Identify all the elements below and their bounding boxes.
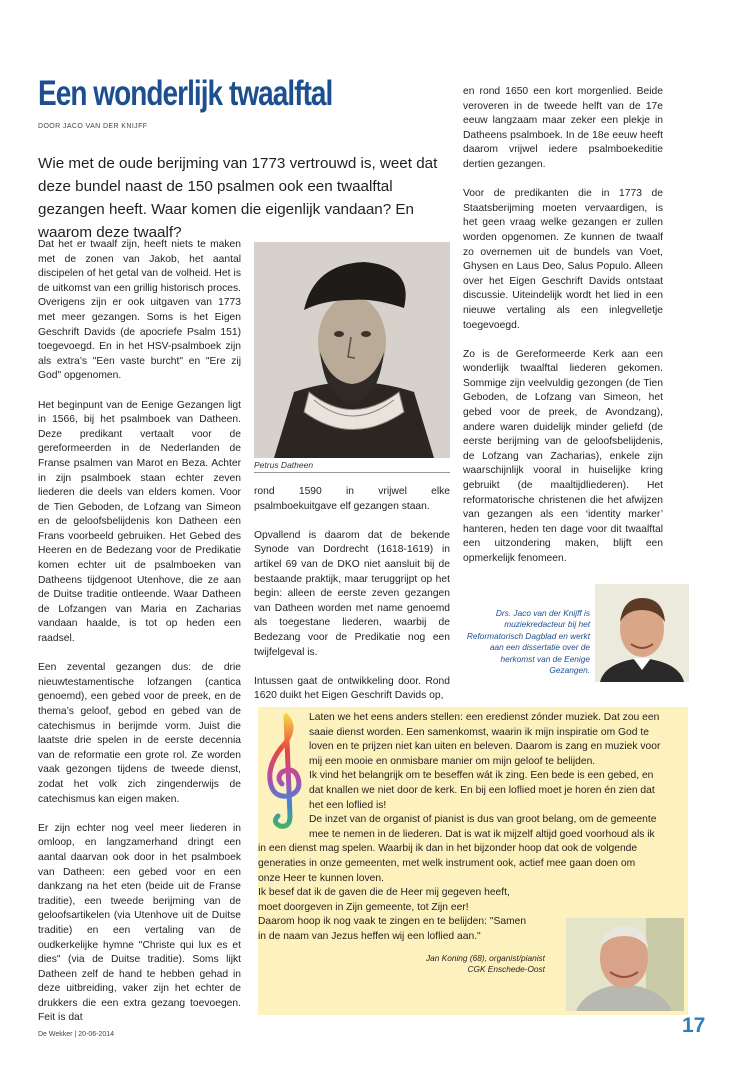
paragraph: Een zevental gezangen dus: de drie nieuwtestamentische lofzangen (cantica genoemd), een gebed voor de preek, en de thema’s geloof, gebod en gebed van de catechismus in berijmde vorm. Juist die laatste drie spelen in de eerste decennia van de reformatie een grote rol. Ze worden vaak gezongen tijdens de tweede dienst, zodat het volk zich zingenderwijs de catechismus kan eigen maken. [38,662,241,805]
testimonial-signature [380,953,545,976]
text-line: in een dienst mag spelen. Waarbij ik dan in het bijzonder hoop dat ook de volgende [258,843,638,855]
text-line: saaie dienst worden. Een samenkomst, waarin ik mijn inspiratie om God te [309,726,649,738]
paragraph: Voor de predikanten die in 1773 de Staatsberijming moeten vervaardigen, is het geen vraag welke gezangen er zullen worden opgenomen. Ze kunnen de twaalf zo overnemen uit de bundels van Voet, Ghysen en Laus Deo, Salus Populo. Alleen over het Eigen Geschrift Davids ontstaat discussie. Uiteindelijk wordt het lied in een nieuwe vertaling als een inlegvelletje toegevoegd. [463,188,663,331]
paragraph: Opvallend is daarom dat de bekende Synode van Dordrecht (1618-1619) in artikel 69 van de DKO niet aansluit bij de bestaande praktijk, maar teruggrijpt op het begin: alleen de eerste zeven gezangen van Datheen worden met name genoemd als toegestane liederen, waarbij de Bedezang voor de Predikatie nog een twijfelgeval is. [254,529,450,658]
paragraph: en rond 1650 een kort morgenlied. Beide veroveren in de tweede helft van de 17e eeuw langzaam maar zeker een plekje in Datheens psalmboek. In de 18e eeuw heeft daarom vrijwel iedere psalmboekeditie dertien gezangen. [463,86,663,170]
text-line: het een loflied is! [309,799,387,811]
paragraph: Intussen gaat de ontwikkeling door. Rond 1620 duikt het Eigen Geschrift Davids op, [254,675,450,702]
paragraph: Zo is de Gereformeerde Kerk aan een wonderlijk twaalftal liederen gekomen. Sommige zijn veelvuldig gezongen (de Tien Geboden, de Lofzang van Simeon, het gebed voor de preek, de Avondzang), andere waren duidelijk minder geliefd (de eerste berijming van de geloofsbelijdenis, de Lofzang van Zacharias), enkele zijn waarschijnlijk vooral in huiselijke kring gebruikt (de maaltijdliederen). Het reformatorische christenen die het afwijzen van gezangen als een ‘identity marker’ hanteren, heden ten dage voor dit twaalftal een uitzondering maken, blijft een opmerkelijk fenomeen. [463,348,663,564]
text-line: in de naam van Jezus heffen wij een loflied aan." [258,930,481,942]
page-number: 17 [682,1014,706,1037]
text-line: loven en te prijzen niet kan uiten en beleven. Daarom is zang en muziek voor [309,741,661,753]
testimonial-text [258,711,670,945]
portrait-caption: Petrus Datheen [254,460,314,470]
text-line: De inzet van de organist of pianist is dus van groot belang, om de gemeente [309,814,657,826]
text-line: Daarom hoop ik nog vaak te zingen en te belijden: "Samen [258,916,527,928]
text-line: onze Heer te kunnen loven. [258,872,384,884]
paragraph: Dat het er twaalf zijn, heeft niets te maken met de zonen van Jakob, het aantal discipelen of het getal van de volheid. Het is de uitkomst van een grillig historisch proces. Overigens zijn er ook uitgaven van 1773 met meer gezangen. Soms is het Eigen Geschrift Davids (de apocriefe Psalm 151) toegevoegd. En in het HSV-psalmboek zijn als extra’s "Een vaste burcht" en "Ere zij God" opgenomen. [38,239,241,382]
text-line: dat knallen we niet door de kerk. En bij een loflied moet je horen én zien dat [309,784,655,796]
lead-paragraph: Wie met de oude berijming van 1773 vertrouwd is, weet dat deze bundel naast de 150 psalmen ook een twaalftal gezangen heeft. Waar komen die eigenlijk vandaan? En waarom deze twaalf? [38,155,438,241]
portrait-petrus-datheen [254,242,450,458]
author-caption: Drs. Jaco van der Knijff is muziekredacteur bij het Reformatorisch Dagblad en werkt aan een dissertatie over de herkomst van de Eenige Gezangen. [466,608,590,676]
paragraph: rond 1590 in vrijwel elke psalmboekuitgave elf gezangen staan. [254,486,450,512]
column-3 [463,85,663,581]
byline: DOOR JACO VAN DER KNIJFF [38,123,148,130]
signature-name: Jan Koning (68), organist/pianist [426,953,545,963]
paragraph: Er zijn echter nog veel meer liederen in omloop, en langzamerhand dringt een aantal daarvan ook door in het psalmboek van Datheen: een gebed voor en een dankzang na het eten (beide uit de Franse traditie), een tweede berijming van de geloofsartikelen (via Utenhove uit de Duitse traditie) en een vertaling van de oudkerkelijke hymne "Christe qui lux es et dies" (via de Duitse traditie). Soms lijkt Datheen zelf de hand te hebben gehad in deze uitbreiding, vaker zijn het echter de drukkers die een extra gezang toevoegen. Feit is dat [38,822,241,1024]
text-line: Laten we het eens anders stellen: een eredienst zónder muziek. Dat zou een [309,712,660,723]
column-1 [38,238,241,1041]
text-line: mee te nemen in de liederen. Dat is wat ik mijzelf altijd goed voorhoud als ik [309,828,655,840]
text-line: generaties in onze gemeenten, met welk instrument ook, actief mee gaan doen om [258,857,636,869]
text-line: Ik besef dat ik de gaven die de Heer mij gegeven heeft, [258,887,510,899]
text-line: Ik vind het belangrijk om te beseffen wát ik zing. Een bede is een gebed, en [309,770,654,782]
author-photo [595,584,689,682]
text-line: moet doorgeven in Zijn gemeente, tot Zijn eer! [258,901,469,913]
article-title: Een wonderlijk twaalftal [38,74,333,113]
signature-place: CGK Enschede-Oost [467,964,545,975]
organist-photo [566,918,684,1011]
footer-issue: De Wekker | 20-06-2014 [38,1031,115,1038]
text-line: mij een mooie en onmisbare manier om mijn geloof te belijden. [309,755,596,767]
caption-divider [254,472,450,473]
column-2 [254,485,450,719]
paragraph: Het beginpunt van de Eenige Gezangen ligt in 1566, bij het psalmboek van Datheen. Deze predikant vertaalt voor de gereformeerden in de Nederlanden de Franse psalmen van Marot en Beza. Achter in zijn psalmboek staan echter zeven liederen die deels van elders komen. Voor de Tien Geboden, de Lofzang van Simeon en de geloofsbelijdenis kon Datheen een Frans voorbeeld gebruiken. Het Gebed des Heeren en de Bedezang voor de Predikatie komen echter uit de psalmboeken van Datheens tijdgenoot Utenhove, die ze aan de Duitse traditie ontleende. Waar Datheen de Lofzangen van Maria en Zacharias vandaan haalde, is tot op heden een raadsel. [38,399,241,645]
